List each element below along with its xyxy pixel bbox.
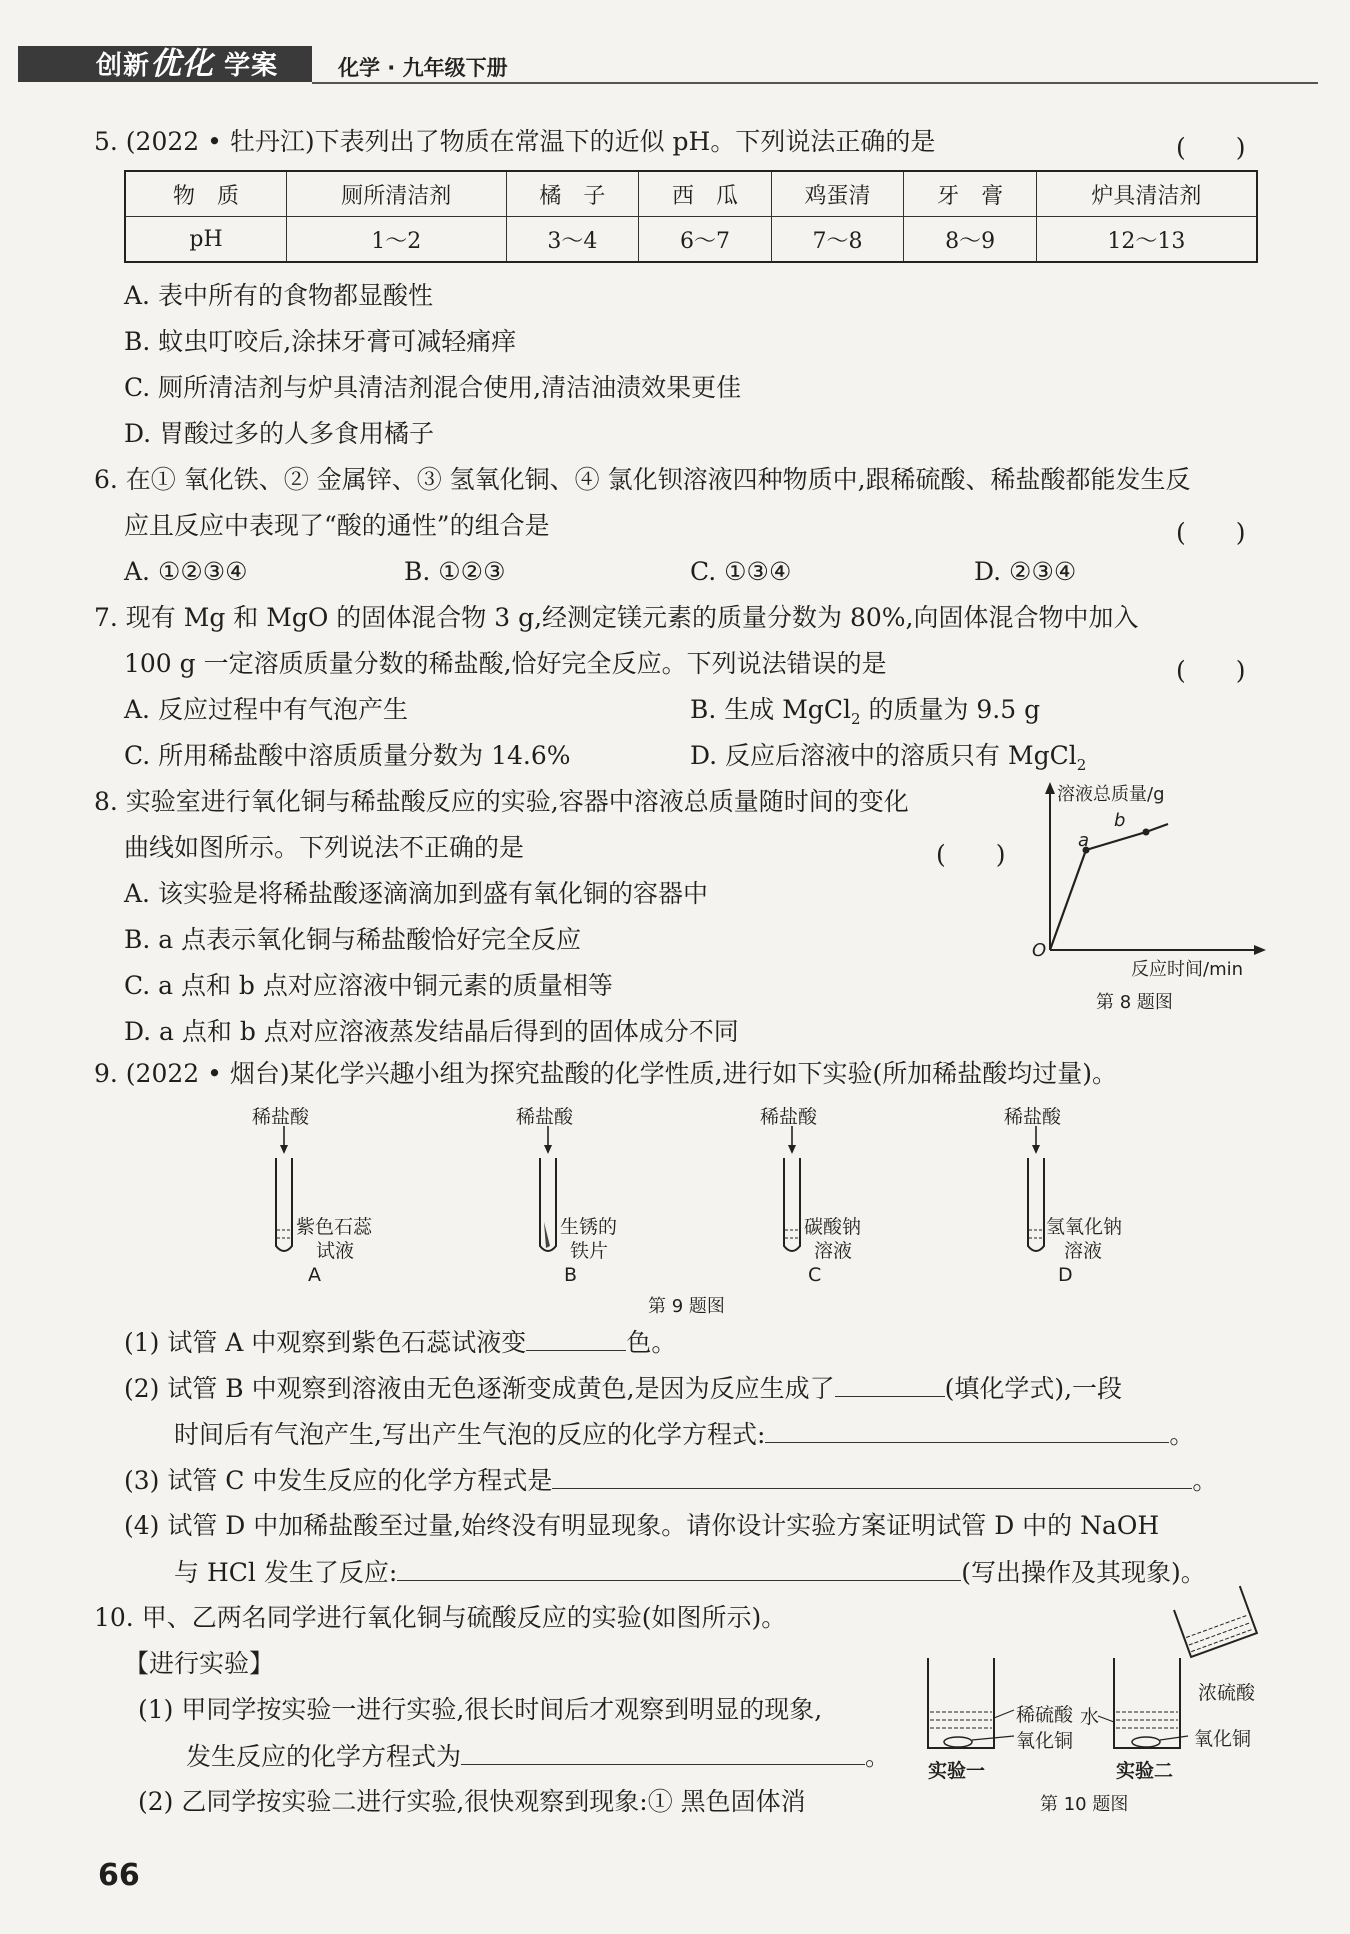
brand-text-b: 优化	[150, 46, 215, 82]
q9-sub2	[124, 1372, 1122, 1405]
q8-answer-paren: ( )	[936, 840, 1006, 869]
table-cell: 橘 子	[506, 171, 639, 217]
q9-stem: 9. (2022 • 烟台)某化学兴趣小组为探究盐酸的化学性质,进行如下实验(所加稀盐酸均过量)。	[94, 1059, 1118, 1088]
q8-origin-label: O	[1032, 940, 1047, 961]
exp1-solid-label: 氧化铜	[1016, 1730, 1074, 1752]
table-cell: 1～2	[287, 217, 507, 263]
q9-sub2b-text-2: 。	[1169, 1420, 1195, 1449]
q10-sub2: (2) 乙同学按实验二进行实验,很快观察到现象:① 黑色固体消	[138, 1787, 806, 1816]
q8-point-b-label: b	[1114, 810, 1126, 831]
table-cell: 牙 膏	[904, 171, 1037, 217]
tube-d-content-2: 溶液	[1064, 1240, 1103, 1262]
q7-option-a: A. 反应过程中有气泡产生	[124, 695, 408, 724]
q9-sub3-text: (3) 试管 C 中发生反应的化学方程式是	[124, 1466, 553, 1495]
q8-figure-caption: 第 8 题图	[1096, 992, 1173, 1013]
mass-curve	[1050, 824, 1168, 950]
table-cell: 7～8	[771, 217, 904, 263]
tube-b-letter: B	[564, 1264, 578, 1286]
q10-section-title: 【进行实验】	[124, 1649, 275, 1678]
q7-answer-paren: ( )	[1176, 656, 1246, 685]
q6-stem-line1: 6. 在① 氧化铁、② 金属锌、③ 氢氧化铜、④ 氯化钡溶液四种物质中,跟稀硫酸、稀盐酸都能发生反	[94, 465, 1191, 494]
answer-blank[interactable]	[526, 1326, 626, 1351]
table-cell: 炉具清洁剂	[1036, 171, 1257, 217]
q9-sub1-text: (1) 试管 A 中观察到紫色石蕊试液变	[124, 1328, 527, 1357]
q8-stem-line2: 曲线如图所示。下列说法不正确的是	[124, 833, 525, 862]
q10-sub1b-text-2: 。	[865, 1742, 891, 1771]
q6-stem-line2: 应且反应中表现了“酸的通性”的组合是	[124, 511, 550, 540]
tube-b-reagent: 稀盐酸	[516, 1106, 574, 1128]
table-cell: 3～4	[506, 217, 639, 263]
q7-option-d-text: D. 反应后溶液中的溶质只有 MgCl	[690, 741, 1077, 770]
q10-figure-caption: 第 10 题图	[1040, 1794, 1129, 1815]
q7-stem-line1: 7. 现有 Mg 和 MgO 的固体混合物 3 g,经测定镁元素的质量分数为 80%,向固体混合物中加入	[94, 603, 1139, 632]
q9-sub2-text-2: (填化学式),一段	[944, 1374, 1123, 1403]
exp2-acid-label: 浓硫酸	[1198, 1682, 1256, 1704]
page-number: 66	[98, 1858, 140, 1893]
q10-sub1-line2	[186, 1740, 890, 1773]
tube-a-content-2: 试液	[316, 1240, 355, 1262]
q9-sub4b-text: 与 HCl 发生了反应:	[174, 1558, 398, 1587]
beaker-2	[1114, 1658, 1180, 1748]
point-b	[1143, 829, 1150, 836]
water-label: 水	[1080, 1706, 1100, 1728]
q8-option-c: C. a 点和 b 点对应溶液中铜元素的质量相等	[124, 971, 613, 1000]
table-cell: 12～13	[1036, 217, 1257, 263]
answer-blank[interactable]	[397, 1556, 961, 1581]
q9-sub3	[124, 1464, 1217, 1497]
test-tube-d	[1022, 1126, 1062, 1266]
q8-option-b: B. a 点表示氧化铜与稀盐酸恰好完全反应	[124, 925, 582, 954]
tube-b-content-1: 生锈的	[560, 1216, 618, 1238]
exp2-solid-label: 氧化铜	[1194, 1728, 1252, 1750]
table-cell: 厕所清洁剂	[287, 171, 507, 217]
q7-option-b-text-2: 的质量为 9.5 g	[860, 695, 1041, 724]
tube-a-reagent: 稀盐酸	[252, 1106, 310, 1128]
q7-option-c: C. 所用稀盐酸中溶质质量分数为 14.6%	[124, 741, 571, 770]
copper-oxide-1	[944, 1737, 972, 1747]
table-cell: 物 质	[125, 171, 287, 217]
q9-sub4b-text-2: (写出操作及其现象)。	[961, 1558, 1206, 1587]
q7-stem-line2: 100 g 一定溶质质量分数的稀盐酸,恰好完全反应。下列说法错误的是	[124, 649, 887, 678]
table-cell: 西 瓜	[639, 171, 772, 217]
exp2-name: 实验二	[1116, 1760, 1174, 1782]
subject-title: 化学 · 九年级下册	[338, 56, 508, 80]
table-cell: 鸡蛋清	[771, 171, 904, 217]
q9-sub2-line2	[174, 1418, 1194, 1451]
answer-blank[interactable]	[461, 1740, 865, 1765]
q10-sub1b-text: 发生反应的化学方程式为	[186, 1742, 462, 1771]
q7-option-b	[690, 694, 1040, 735]
answer-blank[interactable]	[765, 1418, 1169, 1443]
q9-sub2b-text: 时间后有气泡产生,写出产生气泡的反应的化学方程式:	[174, 1420, 766, 1449]
q6-option-d: D. ②③④	[974, 557, 1077, 586]
q9-sub1	[124, 1326, 676, 1359]
iron-sheet	[544, 1222, 550, 1248]
exp1-name: 实验一	[928, 1760, 986, 1782]
tube-c-content-2: 溶液	[814, 1240, 853, 1262]
tube-c-content-1: 碳酸钠	[804, 1216, 862, 1238]
q10-stem: 10. 甲、乙两名同学进行氧化铜与硫酸反应的实验(如图所示)。	[94, 1603, 787, 1632]
q5-option-a: A. 表中所有的食物都显酸性	[124, 281, 433, 310]
q9-sub2-text: (2) 试管 B 中观察到溶液由无色逐渐变成黄色,是因为反应生成了	[124, 1374, 835, 1403]
tube-c-letter: C	[808, 1264, 822, 1286]
tube-d-content-1: 氢氧化钠	[1046, 1216, 1123, 1238]
subscript: 2	[850, 710, 861, 728]
table-cell: 8～9	[904, 217, 1037, 263]
brand-text-a: 创新	[96, 51, 151, 81]
q8-stem-line1: 8. 实验室进行氧化铜与稀盐酸反应的实验,容器中溶液总质量随时间的变化	[94, 787, 909, 816]
brand-text-c: 学案	[224, 51, 279, 81]
q9-sub3-text-2: 。	[1192, 1466, 1218, 1495]
q6-answer-paren: ( )	[1176, 518, 1246, 547]
q9-sub4-line2	[174, 1556, 1206, 1589]
test-tube-a	[270, 1126, 310, 1266]
q5-option-d: D. 胃酸过多的人多食用橘子	[124, 419, 435, 448]
tilted-beaker	[1174, 1586, 1257, 1657]
test-tube-c	[778, 1126, 818, 1266]
tube-c-reagent: 稀盐酸	[760, 1106, 818, 1128]
q5-option-c: C. 厕所清洁剂与炉具清洁剂混合使用,清洁油渍效果更佳	[124, 373, 742, 402]
q8-graph	[1030, 780, 1270, 980]
q8-point-a-label: a	[1078, 830, 1090, 851]
q6-option-c: C. ①③④	[690, 557, 792, 586]
table-cell: 6～7	[639, 217, 772, 263]
subscript: 2	[1076, 756, 1087, 774]
q8-option-a: A. 该实验是将稀盐酸逐滴滴加到盛有氧化铜的容器中	[124, 879, 708, 908]
copper-oxide-2	[1132, 1737, 1160, 1747]
tube-a-content-1: 紫色石蕊	[296, 1216, 373, 1238]
exp1-acid-label: 稀硫酸	[1016, 1704, 1074, 1726]
q7-option-d	[690, 740, 1086, 781]
y-axis-arrow	[1045, 782, 1055, 794]
tube-d-reagent: 稀盐酸	[1004, 1106, 1062, 1128]
ph-table	[124, 170, 1258, 263]
ph-table-header-row	[125, 171, 1257, 217]
x-axis-arrow	[1254, 945, 1266, 955]
ph-table-value-row	[125, 217, 1257, 263]
beaker-1	[928, 1658, 994, 1748]
tube-a-letter: A	[308, 1264, 321, 1286]
q9-sub1-text-2: 色。	[626, 1328, 677, 1357]
table-cell: pH	[125, 217, 287, 263]
q9-figure-caption: 第 9 题图	[648, 1296, 725, 1317]
q7-option-b-text: B. 生成 MgCl	[690, 695, 851, 724]
answer-blank[interactable]	[835, 1372, 945, 1397]
q5-option-b: B. 蚊虫叮咬后,涂抹牙膏可减轻痛痒	[124, 327, 517, 356]
q5-answer-paren: ( )	[1176, 133, 1246, 162]
page-header	[18, 46, 1318, 86]
q6-option-a: A. ①②③④	[124, 557, 248, 586]
q5-stem: 5. (2022 • 牡丹江)下表列出了物质在常温下的近似 pH。下列说法正确的是	[94, 127, 936, 156]
q8-option-d: D. a 点和 b 点对应溶液蒸发结晶后得到的固体成分不同	[124, 1017, 739, 1046]
q6-option-b: B. ①②③	[404, 557, 506, 586]
answer-blank[interactable]	[552, 1464, 1192, 1489]
q8-ylabel: 溶液总质量/g	[1057, 784, 1165, 805]
tube-b-content-2: 铁片	[570, 1240, 609, 1262]
header-divider	[312, 82, 1318, 84]
q8-xlabel: 反应时间/min	[1131, 959, 1244, 980]
brand-logo	[18, 46, 312, 82]
test-tube-b	[534, 1126, 574, 1266]
q9-sub4: (4) 试管 D 中加稀盐酸至过量,始终没有明显现象。请你设计实验方案证明试管 D 中的 NaOH	[124, 1511, 1160, 1540]
q10-sub1: (1) 甲同学按实验一进行实验,很长时间后才观察到明显的现象,	[138, 1695, 823, 1724]
tube-d-letter: D	[1058, 1264, 1073, 1286]
